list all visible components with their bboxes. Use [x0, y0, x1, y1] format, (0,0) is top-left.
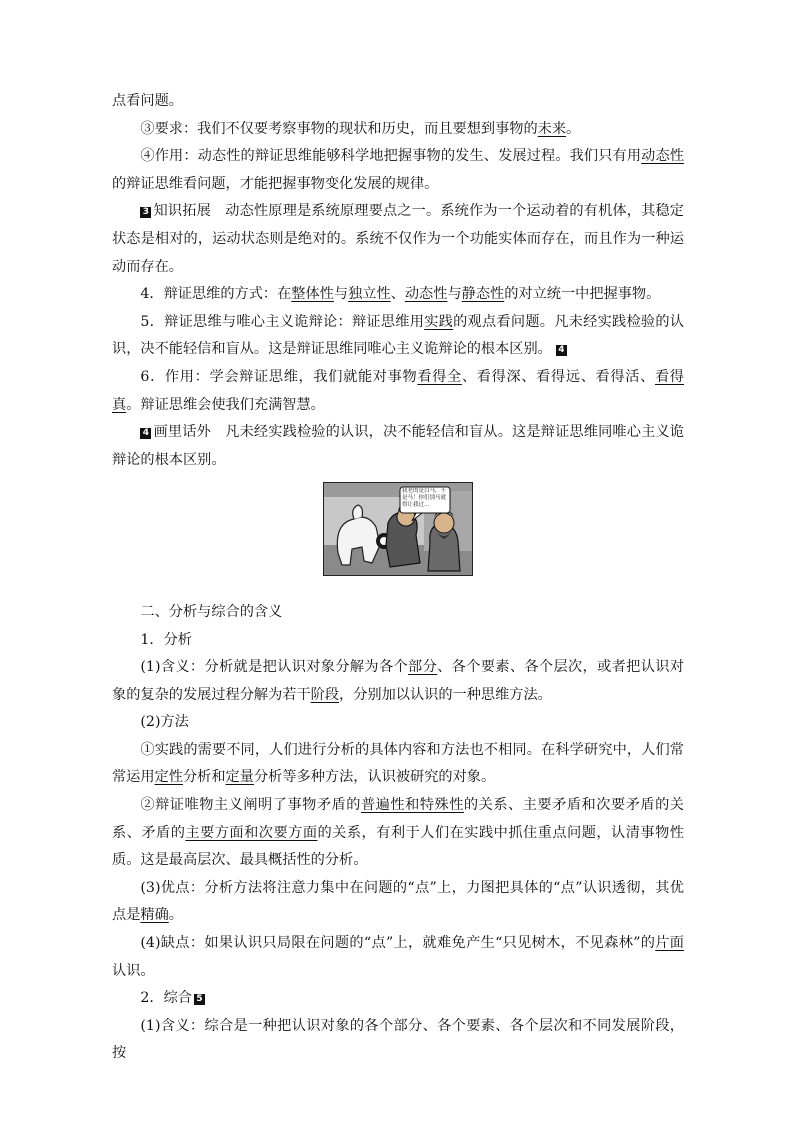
text: 的对立统一中把握事物。	[504, 286, 661, 303]
text: 的关系，有利于人们在实践中抓住重点问题，认清事物性质。这是最高层次、最具概括性的分析。	[112, 824, 684, 869]
text: 、	[390, 286, 405, 303]
text: 分析等多种方法，认识被研究的对象。	[253, 769, 496, 786]
text: 的辩证思维看问题，才能把握事物变化发展的规律。	[112, 175, 439, 192]
note-ref-badge: 4	[556, 345, 567, 356]
text: 6．作用：学会辩证思维，我们就能对事物	[140, 368, 418, 385]
paragraph-disadvantage	[112, 930, 684, 985]
text: 与	[447, 286, 462, 303]
underlined-term: 普遍性和特殊性	[360, 797, 464, 814]
text: 、各个要素、各个层次，或者把认识对象的复杂的发展过程分解为若干	[112, 659, 684, 703]
underlined-term: 看得全	[417, 368, 462, 385]
text: (2)方法	[140, 714, 189, 731]
speech-bubble-text: 我老的是白马，不是马！你们别马就得让我过...	[402, 488, 447, 509]
paragraph	[112, 88, 684, 116]
note-number-badge: 4	[140, 428, 151, 439]
text: 与	[333, 286, 349, 303]
document-body	[112, 88, 684, 1068]
underlined-term: 看得真	[112, 368, 684, 413]
cartoon-image	[323, 482, 473, 576]
text: 。	[168, 907, 183, 924]
cartoon-illustration	[324, 483, 472, 575]
paragraph-advantage	[112, 875, 684, 930]
note-number-badge: 3	[140, 207, 151, 218]
paragraph-synthesis-meaning	[112, 1013, 684, 1068]
text: 动态性原理是系统原理要点之一。系统作为一个运动着的有机体，其稳定状态是相对的，运动状态则是绝对的。系统不仅作为一个功能实体而存在，而且作为一种运动而存在。	[112, 203, 684, 275]
text: 1．分析	[140, 631, 192, 648]
paragraph-analysis-meaning	[112, 654, 684, 709]
cartoon-figure	[112, 482, 684, 587]
text: (4)缺点：如果认识只局限在问题的“点”上，就难免产生“只见树木，不见森林”的	[140, 935, 656, 952]
text: 的观点看问题。凡未经实践检验的认识，决不能轻信和盲从。这是辩证思维同唯心主义诡辩论的根本区别。	[112, 313, 684, 358]
text: ③要求：我们不仅要考察事物的现状和历史，而且要想到事物的	[140, 120, 538, 137]
knowledge-extension-note	[112, 198, 684, 281]
paragraph-effect	[112, 364, 684, 419]
note-label: 知识拓展	[153, 203, 211, 220]
text: 分析和	[182, 769, 226, 786]
underlined-term: 整体性	[291, 286, 334, 303]
text: ①实践的需要不同，人们进行分析的具体内容和方法也不相同。在科学研究中，人们常常运用	[112, 741, 684, 786]
text: (1)含义：分析就是把认识对象分解为各个	[140, 659, 409, 676]
paragraph-method-2	[112, 792, 684, 875]
underlined-term: 片面	[655, 935, 684, 952]
paragraph-method-1	[112, 737, 684, 792]
text: 5．辩证思维与唯心主义诡辩论：辩证思维用	[140, 313, 425, 330]
text: 二、分析与综合的含义	[140, 603, 283, 620]
text: (1)含义：综合是一种把认识对象的各个部分、各个要素、各个层次和不同发展阶段，按	[112, 1017, 684, 1062]
underlined-term: 定量	[225, 769, 254, 786]
underlined-term: 静态性	[461, 286, 505, 303]
text: 。辩证思维会使我们充满智慧。	[126, 396, 325, 413]
underlined-term: 部分	[408, 659, 438, 676]
text: ④作用：动态性的辩证思维能够科学地把握事物的发生、发展过程。我们只有用	[140, 148, 642, 165]
paragraph-method-heading	[112, 709, 684, 737]
paragraph-thinking-method	[112, 281, 684, 309]
picture-note	[112, 419, 684, 474]
underlined-term: 动态性	[641, 148, 684, 165]
text: 。	[566, 120, 581, 137]
text: 凡未经实践检验的认识，决不能轻信和盲从。这是辩证思维同唯心主义诡辩论的根本区别。	[112, 424, 684, 468]
text: 点看问题。	[112, 93, 183, 109]
underlined-term: 主要方面和次要方面	[185, 824, 318, 841]
underlined-term: 动态性	[404, 286, 448, 303]
underlined-term: 阶段	[310, 686, 340, 703]
text: 的关系、主要矛盾和次要矛盾的关系、矛盾的	[112, 797, 684, 841]
subsection-heading	[112, 627, 684, 655]
text: (3)优点：分析方法将注意力集中在问题的“点”上，力图把具体的“点”认识透彻，其优点是	[112, 879, 684, 924]
note-label: 画里话外	[153, 424, 211, 441]
paragraph-sophistry	[112, 309, 684, 364]
section-heading	[112, 599, 684, 627]
text: ，分别加以认识的一种思维方法。	[339, 686, 552, 703]
text: 、看得深、看得远、看得活、	[461, 368, 655, 385]
subsection-heading	[112, 985, 684, 1013]
text: 4．辩证思维的方式：在	[140, 286, 292, 303]
note-ref-badge: 5	[194, 994, 205, 1005]
underlined-term: 定性	[154, 769, 183, 786]
text: ②辩证唯物主义阐明了事物矛盾的	[140, 797, 361, 814]
paragraph-function	[112, 143, 684, 198]
paragraph-requirement	[112, 116, 684, 144]
underlined-term: 实践	[424, 313, 454, 330]
text: 认识。	[112, 962, 155, 979]
underlined-term: 精确	[140, 907, 169, 924]
text: 2．综合	[140, 990, 192, 1007]
underlined-term: 独立性	[348, 286, 391, 303]
underlined-term: 未来	[537, 120, 567, 137]
